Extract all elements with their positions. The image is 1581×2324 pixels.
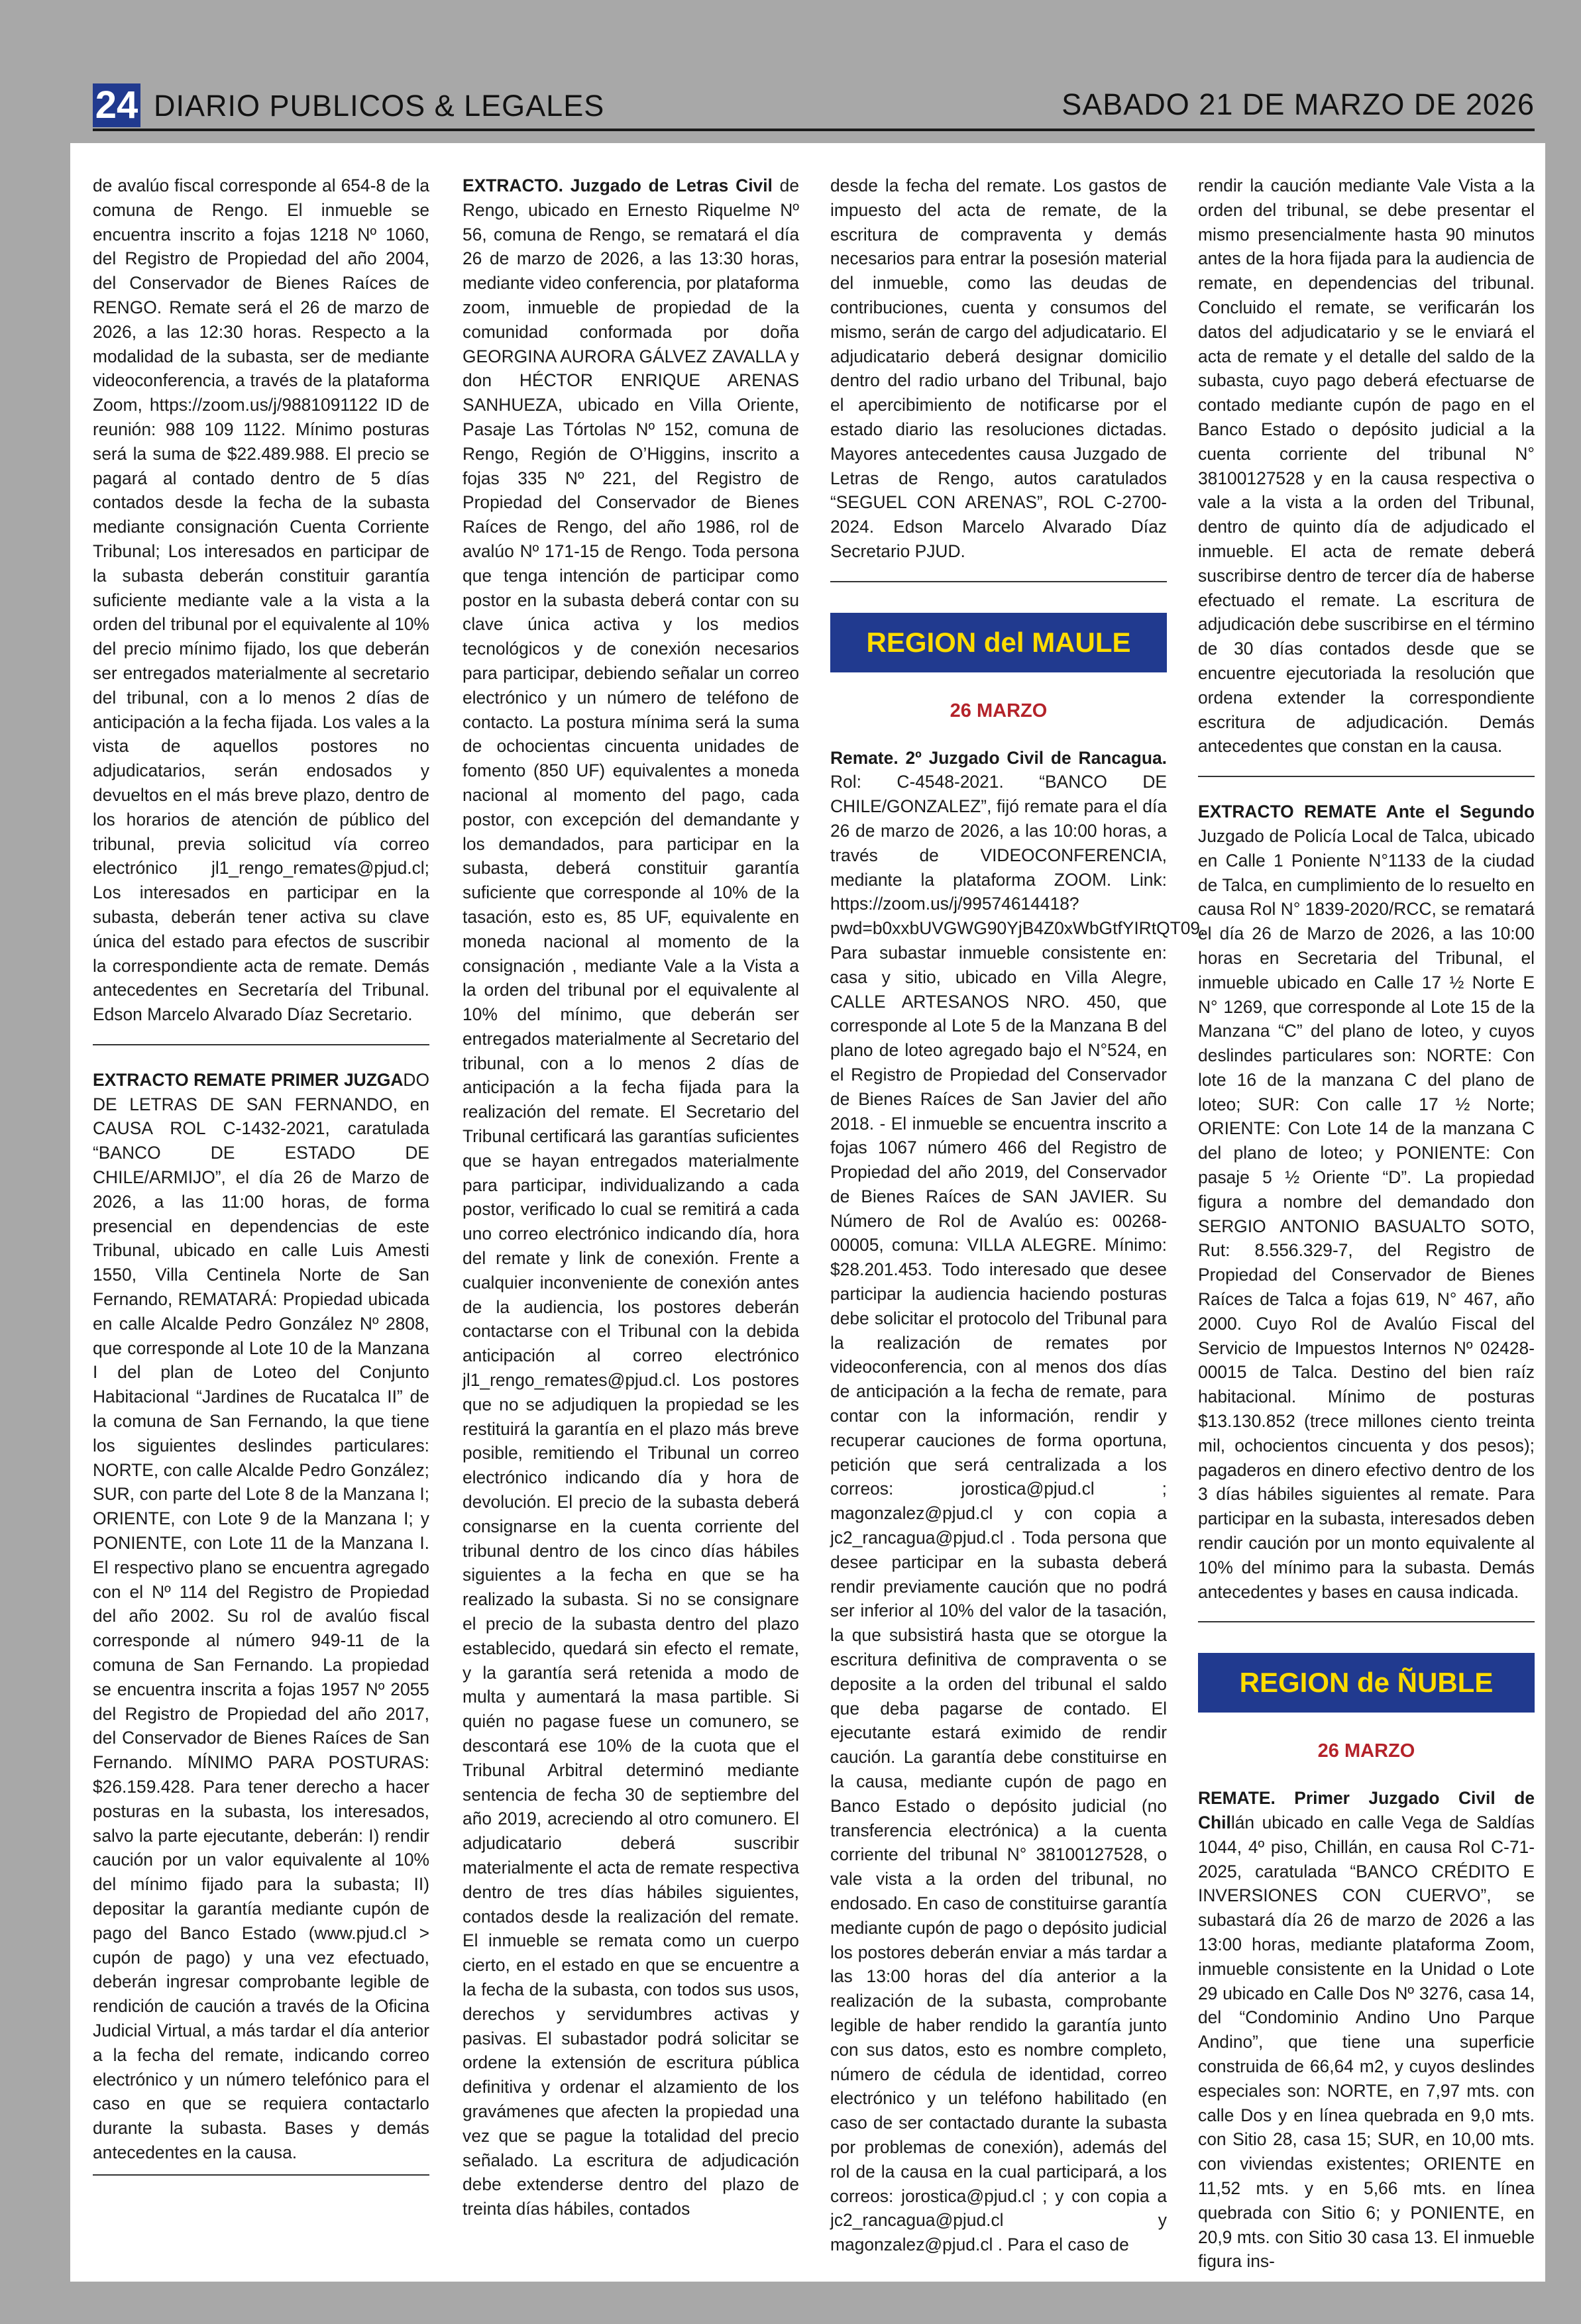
notice-heading: EXTRACTO REMATE Ante el Segundo <box>1198 802 1535 822</box>
column-2 <box>463 174 799 2221</box>
notice-divider <box>1198 776 1535 777</box>
notice-divider <box>93 2174 429 2176</box>
notice-text: lán ubicado en calle Vega de Saldías 1044, 4º piso, Chillán, en causa Rol C-71-2025, caratulada “BANCO CRÉDITO E INVERSIONES CON CUERVO”, se subastará día 26 de marzo de 2026 a las 13:00 horas, mediante plataforma Zoom, inmueble consistente en la Unidad o Lote 29 ubicado en Calle Dos Nº 3276, casa 14, del “Condominio Andino Uno Parque Andino”, que tiene una superficie construida de 66,64 m2, y cuyos deslindes especiales son: NORTE, en 7,97 mts. con calle Dos y en línea quebrada en 9,0 mts. con Sitio 28, casa 15; SUR, en 10,00 mts. con viviendas existentes; ORIENTE en 11,52 mts. y en 5,66 mts. en línea quebrada con Sitio 6; y PONIENTE, en 20,9 mts. con Sitio 30 casa 13. El inmueble figura ins- <box>1198 1813 1535 2272</box>
publication-date: SABADO 21 DE MARZO DE 2026 <box>1062 87 1535 121</box>
column-3 <box>830 174 1205 2257</box>
notice-heading: Remate. 2º Juzgado Civil de Rancagua. <box>830 747 1167 768</box>
notice-talca <box>1198 800 1535 1604</box>
notice-san-fernando <box>93 1068 429 2165</box>
notice-chillan <box>1198 1786 1535 2274</box>
region-banner-maule: REGION del MAULE <box>830 613 1167 672</box>
notice-divider <box>93 1044 429 1045</box>
notice-heading: EXTRACTO. Juzgado de Letras Civil <box>463 176 773 195</box>
notice-text: desde la fecha del remate. Los gastos de impuesto del acta de remate, de la escritura de compraventa y demás necesarios para entrar la posesión material del inmueble, como las deudas de contribuciones, cuenta y consumos del mismo, serán de cargo del adjudicatario. El adjudicatario deberá designar domicilio dentro del radio urbano del Tribunal, bajo el apercibimiento de notificarse por el estado diario las resoluciones dictadas. Mayores antecedentes causa Juzgado de Letras de Rengo, autos caratulados “SEGUEL CON ARENAS”, ROL C-2700-2024. Edson Marcelo Alvarado Díaz Secretario PJUD. <box>830 176 1167 561</box>
notice-rancagua <box>830 746 1205 2257</box>
column-4 <box>1198 174 1535 2274</box>
notice-text: Juzgado de Policía Local de Talca, ubicado en Calle 1 Poniente N°1133 de la ciudad de Talca, en cumplimiento de lo resuelto en causa Rol N° 1839-2020/RCC, se rematará el día 26 de Marzo de 2026, a las 10:00 horas en Secretaria del Tribunal, el inmueble ubicado en Calle 17 ½ Norte E N° 1269, que corresponde al Lote 15 de la Manzana “C” del plano de loteo, y cuyos deslindes particulares son: NORTE: Con lote 16 de la manzana C del plano de loteo; SUR: Con calle 17 ½ Norte; ORIENTE: Con Lote 14 de la manzana C del plano de loteo; y PONIENTE: Con pasaje 5 ½ Oriente “D”. La propiedad figura a nombre del demandado don SERGIO ANTONIO BASUALTO SOTO, Rut: 8.556.329-7, del Registro de Propiedad del Conservador de Bienes Raíces de Talca a fojas 619, N° 467, año 2000. Cuyo Rol de Avalúo Fiscal del Servicio de Impuestos Internos Nº 02428-00015 de Talca. Destino del bien raíz habitacional. Mínimo de posturas $13.130.852 (trece millones ciento treinta mil, ochocientos cincuenta y dos pesos); pagaderos en dinero efectivo dentro de los 3 días hábiles siguientes al remate. Para participar en la subasta, interesados deben rendir caución por un monto equivalente al 10% del mínimo para la subasta. Demás antecedentes y bases en causa indicada. <box>1198 825 1535 1602</box>
notice-divider <box>1198 1621 1535 1622</box>
column-1 <box>93 174 429 2176</box>
page-header <box>93 83 1535 131</box>
region-banner-nuble: REGION de ÑUBLE <box>1198 1653 1535 1713</box>
notice-rengo <box>463 174 799 2221</box>
notice-text: rendir la caución mediante Vale Vista a la orden del tribunal, se debe presentar el mismo presencialmente hasta 90 minutos antes de la hora fijada para la audiencia de remate, en dependencias del tribunal. Concluido el remate, se verificarán los datos del adjudicatario y se le enviará el acta de remate y el detalle del saldo de la subasta, cuyo pago deberá efectuarse de contado mediante cupón de pago en el Banco Estado o depósito judicial a la cuenta corriente del tribunal N° 38100127528 y en la causa respectiva o vale a la vista a la orden del Tribunal, dentro de quinto día de adjudicado el inmueble. El acta de remate deberá suscribirse dentro de tercer día de haberse efectuado el remate. La escritura de adjudicación debe suscribirse en el término de 30 días contados desde que se encuentre ejecutoriada la resolución que ordena extender la correspondiente escritura de adjudicación. Demás antecedentes que constan en la causa. <box>1198 176 1535 757</box>
publication-title: DIARIO PUBLICOS & LEGALES <box>154 89 605 123</box>
notice-text: Rol: C-4548-2021. “BANCO DE CHILE/GONZALEZ”, fijó remate para el día 26 de marzo de 2026, a las 10:00 horas, a través de VIDEOCONFERENCIA, mediante la plataforma ZOOM. Link: https://zoom.us/j/99574614418? pwd=b0xxbUVGWG90YjB4Z0xWbGtfYIRtQT09. Para subastar inmueble consistente en: casa y sitio, ubicado en Villa Alegre, CALLE ARTESANOS NRO. 450, que corresponde al Lote 5 de la Manzana B del plano de loteo agregado bajo el N°524, en el Registro de Propiedad del Conservador de Bienes Raíces de San Javier del año 2018. - El inmueble se encuentra inscrito a fojas 1067 número 466 del Registro de Propiedad del año 2019, del Conservador de Bienes Raíces de SAN JAVIER. Su Número de Rol de Avalúo es: 00268-00005, comuna: VILLA ALEGRE. Mínimo: $28.201.453. Todo interesado que desee participar la audiencia haciendo posturas debe solicitar el protocolo del Tribunal para la realización de remates por videoconferencia, con al menos dos días de anticipación a la fecha de remate, para contar con la información, rendir y recuperar cauciones de forma oportuna, petición que será centralizada a los correos: jorostica@pjud.cl ; magonzalez@pjud.cl y con copia a jc2_rancagua@pjud.cl . Toda persona que desee participar en la subasta deberá rendir previamente caución que no podrá ser inferior al 10% del valor de la tasación, la que subsistirá hasta que se otorgue la escritura definitiva de compraventa o se deposite a la orden del tribunal el saldo que deba pagarse de contado. El ejecutante estará eximido de rendir caución. La garantía debe constituirse en la causa, mediante cupón de pago en Banco Estado o depósito judicial (no transferencia electrónica) a la cuenta corriente del tribunal N° 38100127528, o vale vista a la orden del tribunal, no endosado. En caso de constituirse garantía mediante cupón de pago o depósito judicial los postores deberán enviar a más tardar a las 13:00 horas del día anterior a la realización de la subasta, comprobante legible de haber rendido la garantía junto con sus datos, esto es nombre completo, número de cédula de identidad, correo electrónico y un teléfono habilitado (en caso de ser contactado durante la subasta por problemas de conexión), además del rol de la causa en la cual participará, a los correos: jorostica@pjud.cl ; y con copia a jc2_rancagua@pjud.cl y magonzalez@pjud.cl . Para el caso de <box>830 772 1205 2255</box>
region-date: 26 MARZO <box>950 700 1048 721</box>
notice-heading: EXTRACTO REMATE PRIMER JUZGA <box>93 1069 404 1090</box>
notice-heading: REMATE. Primer Juzgado Civil de Chil <box>1198 1788 1535 1833</box>
notice-text: DO DE LETRAS DE SAN FERNANDO, en CAUSA ROL C-1432-2021, caratulada “BANCO DE ESTADO DE CHILE/ARMIJO”, el día 26 de Marzo de 2026, a las 11:00 horas, de forma presencial en dependencias de este Tribunal, ubicado en calle Luis Amesti 1550, Villa Centinela Norte de San Fernando, REMATARÁ: Propiedad ubicada en calle Alcalde Pedro González Nº 2808, que corresponde al Lote 10 de la Manzana I del plan de Loteo del Conjunto Habitacional “Jardines de Rucatalca II” de la comuna de San Fernando, la que tiene los siguientes deslindes particulares: NORTE, con calle Alcalde Pedro González; SUR, con parte del Lote 8 de la Manzana I; ORIENTE, con Lote 9 de la Manzana I; y PONIENTE, con Lote 11 de la Manzana I. El respectivo plano se encuentra agregado con el Nº 114 del Registro de Propiedad del año 2002. Su rol de avalúo fiscal corresponde al número 949-11 de la comuna de San Fernando. La propiedad se encuentra inscrita a fojas 1957 Nº 2055 del Registro de Propiedad del año 2017, del Conservador de Bienes Raíces de San Fernando. MÍNIMO PARA POSTURAS: $26.159.428. Para tener derecho a hacer posturas en la subasta, los interesados, salvo la parte ejecutante, deberán: I) rendir caución por un valor equivalente al 10% del mínimo fijado para la subasta; II) depositar la garantía mediante cupón de pago del Banco Estado (www.pjud.cl > cupón de pago) y una vez efectuado, deberán ingresar comprobante legible de rendición de caución a través de la Oficina Judicial Virtual, a más tardar el día anterior a la fecha del remate, indicando correo electrónico y un número telefónico para el caso en que se requiera contactarlo durante la subasta. Bases y demás antecedentes en la causa. <box>93 1069 429 2162</box>
notice-divider <box>830 581 1167 582</box>
page-number: 24 <box>93 83 140 127</box>
notice-text: de avalúo fiscal corresponde al 654-8 de la comuna de Rengo. El inmueble se encuentra inscrito a fojas 1218 Nº 1060, del Registro de Propiedad del año 2004, del Conservador de Bienes Raíces de RENGO. Remate será el 26 de marzo de 2026, a las 12:30 horas. Respecto a la modalidad de la subasta, ser de mediante videoconferencia, a través de la plataforma Zoom, https://zoom.us/j/9881091122 ID de reunión: 988 109 1122. Mínimo posturas será la suma de $22.489.988. El precio se pagará al contado dentro de 5 días contados desde la fecha de la subasta mediante consignación Cuenta Corriente Tribunal; Los interesados en participar de la subasta deberán constituir garantía suficiente mediante vale a la vista a la orden del tribunal por el equivalente al 10% del precio mínimo fijado, los que deberán ser entregados materialmente al secretario del tribunal, con a lo menos 2 días de anticipación a la fecha fijada. Los vales a la vista de aquellos postores no adjudicatarios, serán endosados y devueltos en el más breve plazo, dentro de los horarios de atención de público del tribunal, previa solicitud vía correo electrónico jl1_rengo_remates@pjud.cl; Los interesados en participar en la subasta, deberán tener activa su clave única del estado para efectos de suscribir la correspondiente acta de remate. Demás antecedentes en Secretaría del Tribunal. Edson Marcelo Alvarado Díaz Secretario. <box>93 176 429 1025</box>
region-date: 26 MARZO <box>1317 1740 1415 1762</box>
notice-text: de Rengo, ubicado en Ernesto Riquelme Nº 56, comuna de Rengo, se rematará el día 26 de marzo de 2026, a las 13:30 horas, mediante video conferencia, por plataforma zoom, inmueble de propiedad de la comunidad conformada por doña GEORGINA AURORA GÁLVEZ ZAVALLA y don HÉCTOR ENRIQUE ARENAS SANHUEZA, ubicado en Villa Oriente, Pasaje Las Tórtolas Nº 152, comuna de Rengo, Región de O’Higgins, inscrito a fojas 335 Nº 221, del Registro de Propiedad del Conservador de Bienes Raíces de Rengo, del año 1986, rol de avalúo Nº 171-15 de Rengo. Toda persona que tenga intención de participar como postor en la subasta deberá contar con su clave única activa y los medios tecnológicos y de conexión necesarios para participar, debiendo señalar un correo electrónico y un número de teléfono de contacto. La postura mínima será la suma de ochocientas cincuenta unidades de fomento (850 UF) equivalentes a moneda nacional al momento del pago, cada postor, con excepción del demandante y los demandados, para participar en la subasta, deberá constituir garantía suficiente que corresponde al 10% de la tasación, esto es, 85 UF, equivalente en moneda nacional al momento de la consignación , mediante Vale a la Vista a la orden del tribunal por el equivalente al 10% del mínimo, que deberán ser entregados materialmente al Secretario del tribunal, con a lo menos 2 días de anticipación a la fecha fijada para la realización del remate. El Secretario del Tribunal certificará las garantías suficientes que se hayan entregados materialmente para participar, individualizando a cada postor, verificado lo cual se remitirá a cada uno correo electrónico indicando día, hora del remate y link de conexión. Frente a cualquier inconveniente de conexión antes de la audiencia, los postores deberán contactarse con el Tribunal con la debida anticipación al correo electrónico jl1_rengo_remates@pjud.cl. Los postores que no se adjudiquen la propiedad se les restituirá la garantía en el plazo más breve posible, remitiendo el Tribunal un correo electrónico indicando día y hora de devolución. El precio de la subasta deberá consignarse en la cuenta corriente del tribunal dentro de los cinco días hábiles siguientes a la fecha en que se ha realizado la subasta. Si no se consignare el precio de la subasta dentro del plazo establecido, quedará sin efecto el remate, y la garantía será retenida a modo de multa y aumentará la masa partible. Si quién no pagase fuese un comunero, se descontará ese 10% de la cuota que el Tribunal Arbitral determinó mediante sentencia de fecha 30 de septiembre del año 2019, acreciendo al otro comunero. El adjudicatario deberá suscribir materialmente el acta de remate respectiva dentro de tres días hábiles siguientes, contados desde la realización del remate. El inmueble se remata como un cuerpo cierto, en el estado en que se encuentre a la fecha de la subasta, con todos sus usos, derechos y servidumbres activas y pasivas. El subastador podrá solicitar se ordene la extensión de escritura pública definitiva y ordenar el alzamiento de los gravámenes que afecten la propiedad una vez que se pague la totalidad del precio señalado. La escritura de adjudicación debe extenderse dentro del plazo de treinta días hábiles, contados <box>463 176 800 2219</box>
